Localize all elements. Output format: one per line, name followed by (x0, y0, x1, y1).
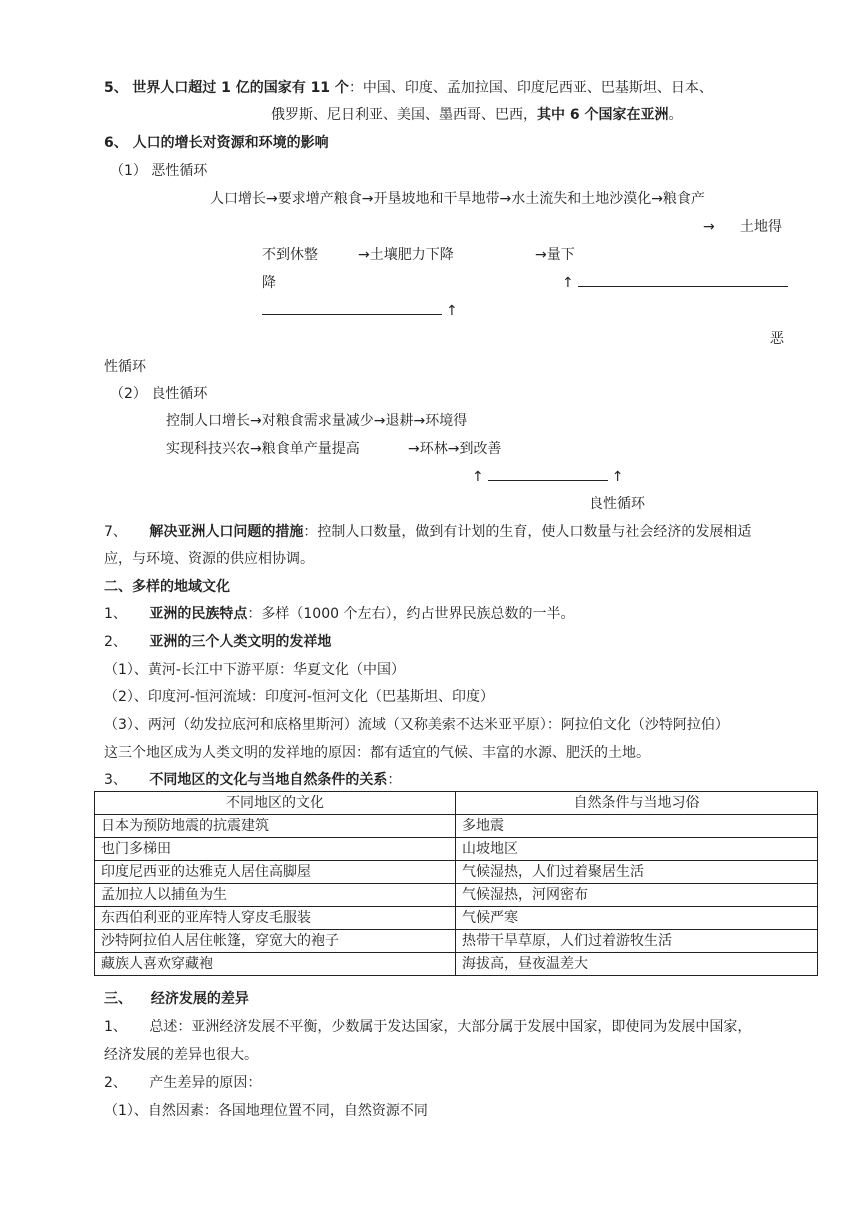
item-7-number: 7、 (104, 524, 127, 540)
item-7-line-1 (104, 522, 751, 542)
table-header-conditions: 自然条件与当地习俗 (456, 792, 818, 815)
culture-item-3-number: 3、 (104, 772, 127, 788)
section-3-number: 三、 (104, 991, 132, 1007)
vicious-cycle-decline: 降 (262, 275, 276, 291)
table-cell: 孟加拉人以捕鱼为生 (95, 884, 456, 907)
economy-item-1-number: 1、 (104, 1019, 127, 1035)
virtuous-cycle-line-2b: →环林→到改善 (408, 441, 502, 457)
table-cell: 山坡地区 (456, 838, 818, 861)
culture-item-1-lead: 亚洲的民族特点 (149, 606, 248, 622)
vicious-cycle-yield: →量下 (535, 247, 575, 263)
civilization-3: （3）、两河（幼发拉底河和底格里斯河）流域（又称美索不达米亚平原）：阿拉伯文化（沙特阿拉伯） (104, 717, 729, 733)
culture-item-1 (104, 604, 574, 624)
vicious-cycle-rest: 不到休整 (262, 247, 318, 263)
economy-item-1-text-2: 经济发展的差异也很大。 (104, 1047, 258, 1063)
item-5-list-2: 俄罗斯、尼日利亚、美国、墨西哥、巴西， (271, 107, 537, 123)
table-row (95, 884, 818, 907)
item-5-lead: 世界人口超过 1 亿的国家有 11 个 (132, 80, 349, 96)
table-cell: 气候湿热，河网密布 (456, 884, 818, 907)
virtuous-cycle-line-2a: 实现科技兴农→粮食单产量提高 (166, 441, 360, 457)
civilization-2: （2）、印度河-恒河流域：印度河-恒河文化（巴基斯坦、印度） (104, 689, 495, 705)
table-row (95, 930, 818, 953)
table-cell: 也门多梯田 (95, 838, 456, 861)
table-cell: 海拔高，昼夜温差大 (456, 953, 818, 976)
item-5-end: 。 (668, 107, 683, 123)
section-3-heading: 经济发展的差异 (150, 991, 249, 1007)
vicious-cycle-land: 土地得 (740, 219, 782, 235)
culture-item-3 (104, 770, 401, 790)
section-3-title (104, 989, 249, 1009)
blank-line (262, 302, 442, 315)
vicious-cycle-fertility: →土壤肥力下降 (358, 247, 454, 263)
up-arrow-icon: ↑ (611, 469, 624, 485)
table-cell: 日本为预防地震的抗震建筑 (95, 815, 456, 838)
item-7-text-2: 应，与环境、资源的供应相协调。 (104, 551, 314, 567)
economy-item-2-title: 产生差异的原因： (149, 1075, 262, 1091)
table-header-culture: 不同地区的文化 (95, 792, 456, 815)
virtuous-cycle-arrows (472, 467, 623, 487)
table-cell: 气候严寒 (456, 907, 818, 930)
table-cell: 藏族人喜欢穿藏袍 (95, 953, 456, 976)
economy-item-1-line-1 (104, 1017, 751, 1037)
culture-item-2-number: 2、 (104, 634, 127, 650)
economy-reason-1: （1）、自然因素：各国地理位置不同，自然资源不同 (104, 1103, 428, 1119)
section-2-title: 二、多样的地域文化 (104, 579, 230, 595)
table-cell: 东西伯利亚的亚库特人穿皮毛服装 (95, 907, 456, 930)
section-6-title: 6、 人口的增长对资源和环境的影响 (104, 135, 329, 151)
vicious-cycle-word-1: 恶 (770, 331, 784, 347)
culture-item-3-colon: ： (387, 772, 402, 788)
vicious-cycle-label: （1） 恶性循环 (110, 163, 208, 179)
civilization-1: （1）、黄河-长江中下游平原：华夏文化（中国） (104, 662, 405, 678)
item-7-text-1: ：控制人口数量，做到有计划的生育，使人口数量与社会经济的发展相适 (303, 524, 752, 540)
table-row (95, 838, 818, 861)
vicious-cycle-arrow: → (703, 219, 715, 235)
table-row (95, 953, 818, 976)
item-5-tail: 其中 6 个国家在亚洲 (537, 107, 669, 123)
civilization-reason: 这三个地区成为人类文明的发祥地的原因：都有适宜的气候、丰富的水源、肥沃的土地。 (104, 745, 650, 761)
table-cell: 多地震 (456, 815, 818, 838)
blank-line (578, 274, 788, 287)
culture-item-1-text: ：多样（1000 个左右），约占世界民族总数的一半。 (247, 606, 575, 622)
economy-item-2-number: 2、 (104, 1075, 127, 1091)
item-7-lead: 解决亚洲人口问题的措施 (149, 524, 304, 540)
up-arrow-icon: ↑ (562, 275, 574, 291)
table-cell: 沙特阿拉伯人居住帐篷，穿宽大的袍子 (95, 930, 456, 953)
vicious-cycle-word-2: 性循环 (104, 359, 146, 375)
table-cell: 印度尼西亚的达雅克人居住高脚屋 (95, 861, 456, 884)
blank-line (488, 468, 608, 481)
table-row (95, 861, 818, 884)
table-header-row (95, 792, 818, 815)
item-5-line-1 (104, 78, 713, 98)
culture-item-1-number: 1、 (104, 606, 127, 622)
table-cell: 气候湿热，人们过着聚居生活 (456, 861, 818, 884)
culture-item-2-title: 亚洲的三个人类文明的发祥地 (149, 634, 332, 650)
virtuous-cycle-word: 良性循环 (589, 496, 645, 512)
economy-item-2 (104, 1073, 261, 1093)
vicious-cycle-up-arrow-left (262, 301, 458, 321)
vicious-cycle-line-1: 人口增长→要求增产粮食→开垦坡地和干旱地带→水土流失和土地沙漠化→粮食产 (210, 191, 705, 207)
up-arrow-icon: ↑ (472, 469, 484, 485)
culture-item-2 (104, 632, 331, 652)
item-5-list-1: ：中国、印度、孟加拉国、印度尼西亚、巴基斯坦、日本、 (348, 80, 713, 96)
item-5-number: 5、 (104, 80, 128, 96)
vicious-cycle-up-arrow-right (562, 273, 788, 293)
virtuous-cycle-line-1: 控制人口增长→对粮食需求量减少→退耕→环境得 (166, 413, 468, 429)
virtuous-cycle-label: （2） 良性循环 (110, 386, 208, 402)
item-5-line-2 (271, 105, 683, 125)
culture-item-3-title: 不同地区的文化与当地自然条件的关系 (149, 772, 388, 788)
table-row (95, 907, 818, 930)
culture-table (94, 791, 818, 976)
table-cell: 热带干旱草原，人们过着游牧生活 (456, 930, 818, 953)
table-row (95, 815, 818, 838)
economy-item-1-text-1: 总述：亚洲经济发展不平衡，少数属于发达国家，大部分属于发展中国家，即使同为发展中国家， (149, 1019, 752, 1035)
up-arrow-icon: ↑ (446, 303, 458, 319)
